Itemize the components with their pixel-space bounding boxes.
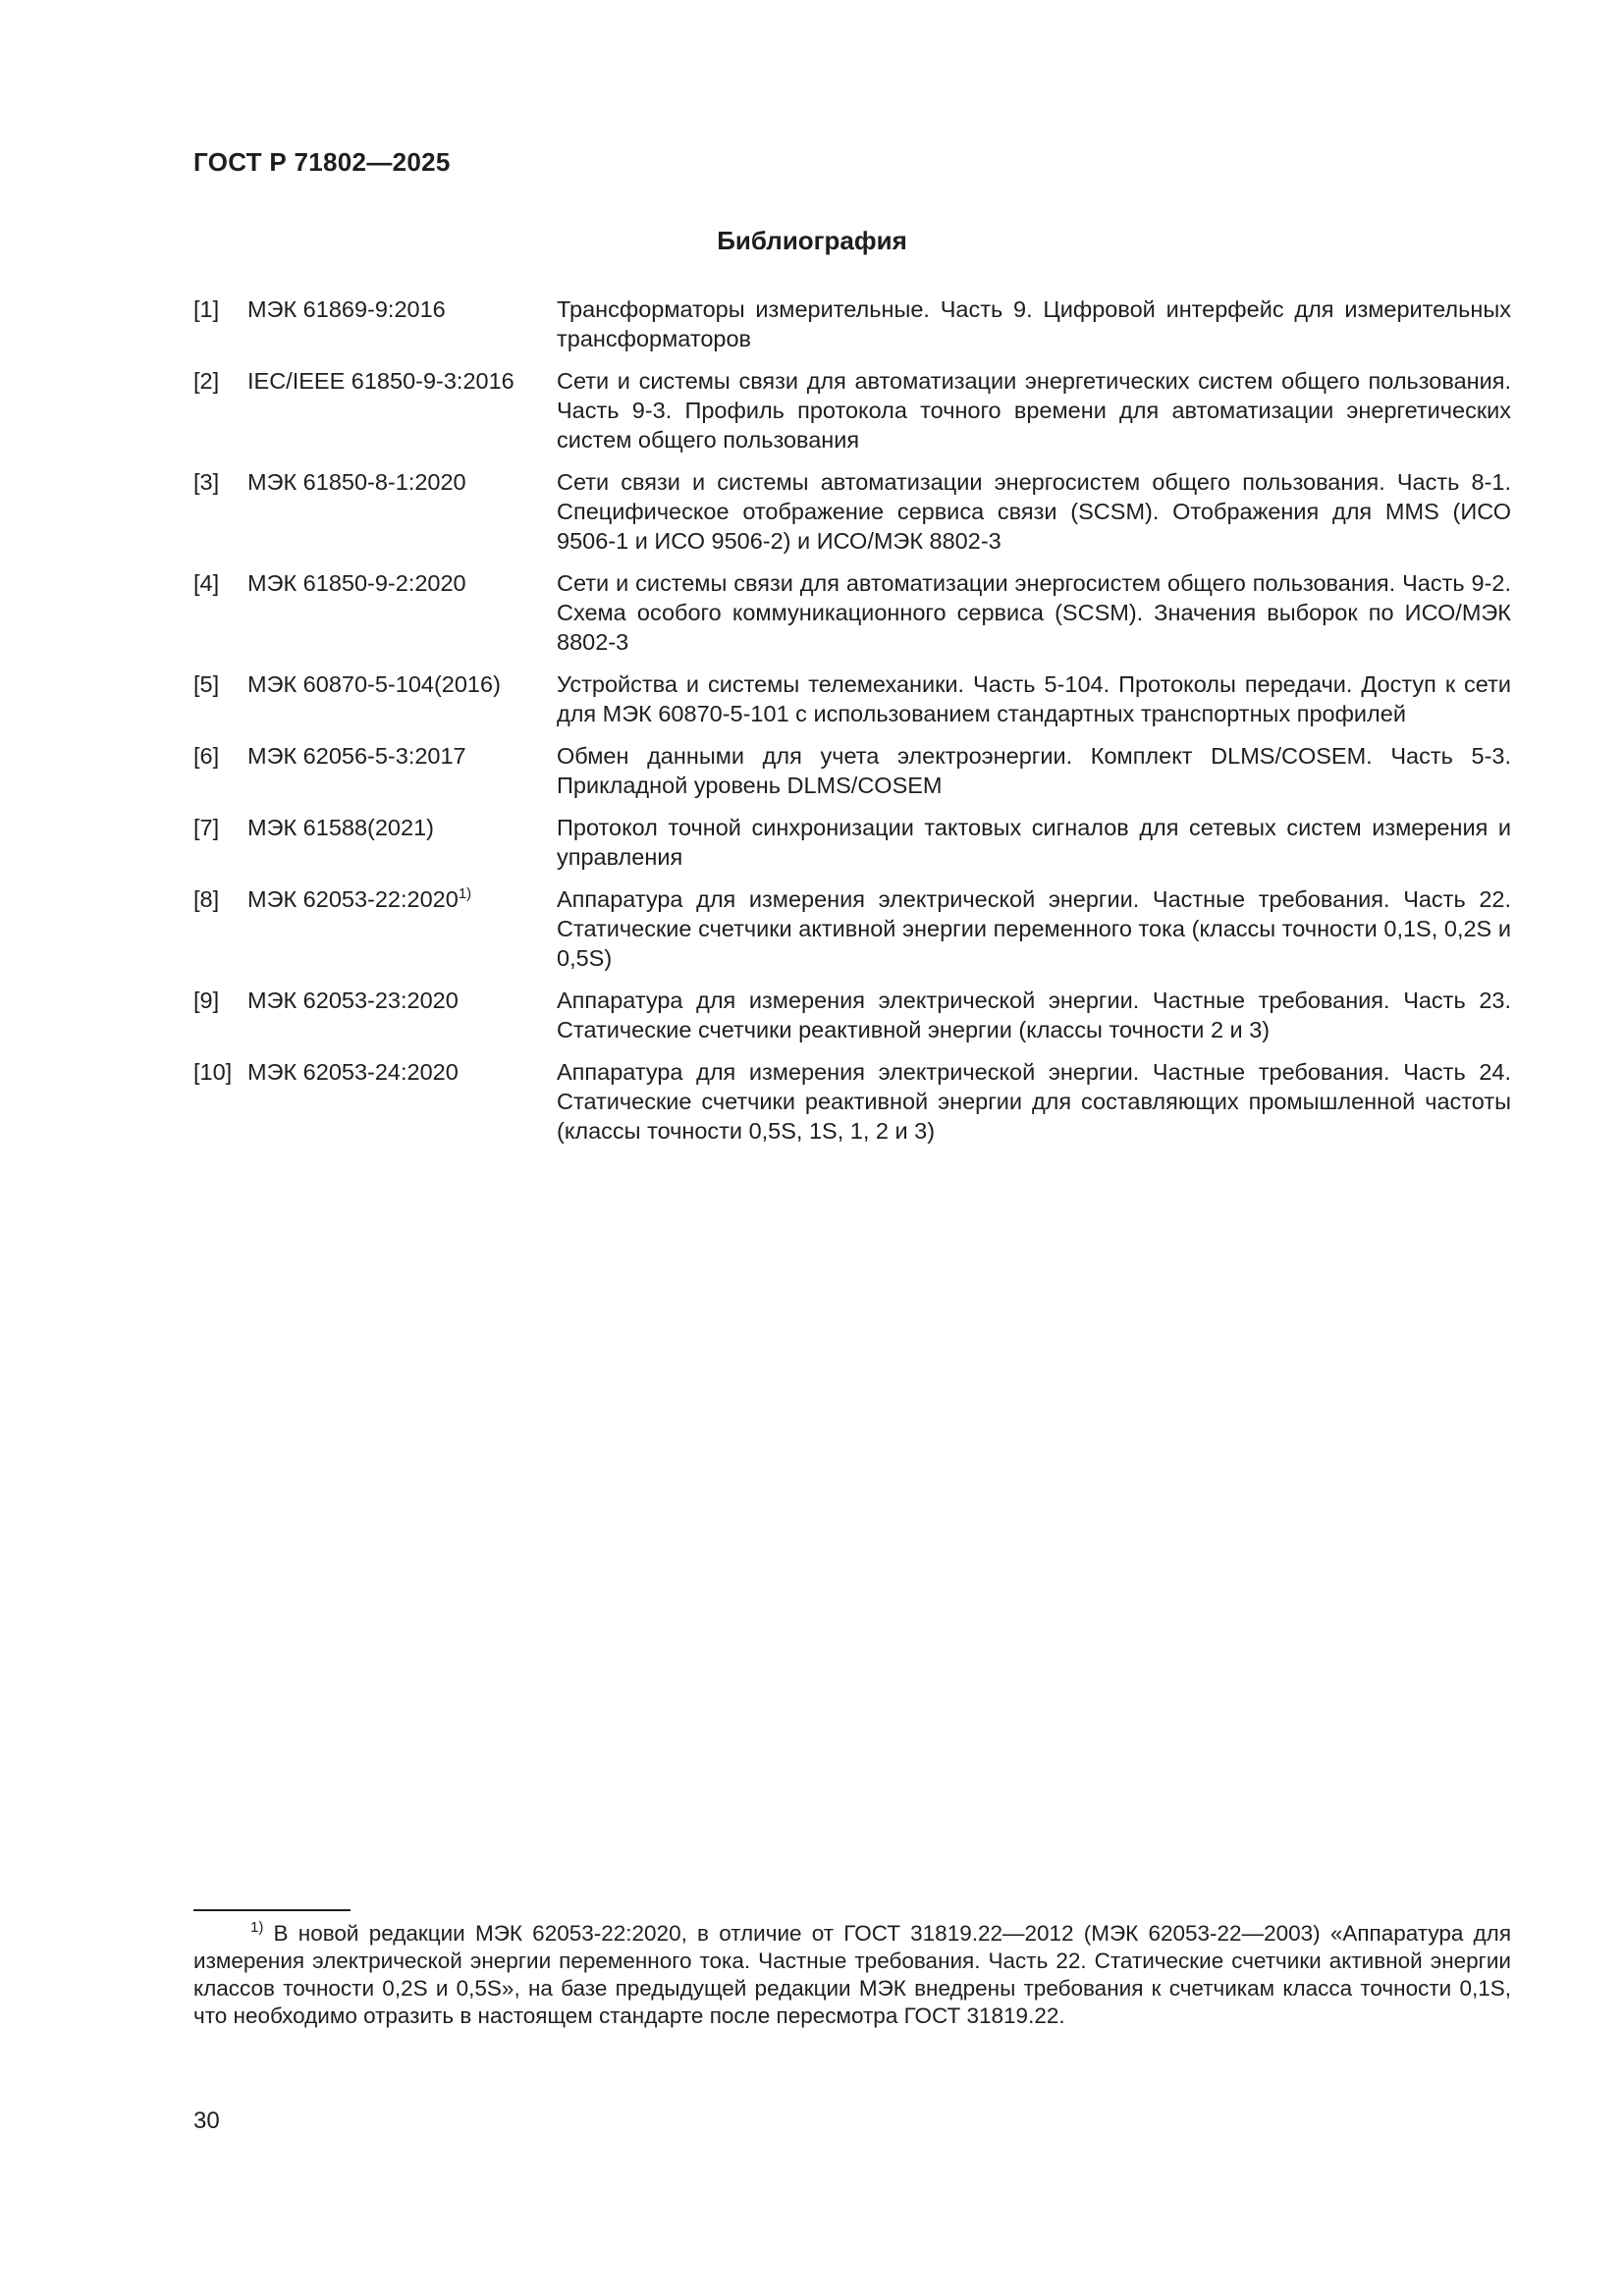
entry-description: Аппаратура для измерения электрической энергии. Частные требования. Часть 24. Статические счетчики реактивной энергии для составляющих промышленной частоты (классы точности 0,5S, 1S, 1, 2 и 3) [557,1059,1511,1144]
document-code: ГОСТ Р 71802—2025 [193,147,451,177]
entry-reference [247,741,557,771]
entry-reference [247,669,557,699]
entry-reference-code: МЭК 62053-23:2020 [247,988,459,1013]
entry-reference-code: МЭК 62053-22:2020 [247,886,459,912]
footnote-reference: 1) [458,885,472,902]
entry-description: Протокол точной синхронизации тактовых сигналов для сетевых систем измерения и управления [557,815,1511,870]
entry-reference-code: IEC/IEEE 61850-9-3:2016 [247,368,514,394]
entry-reference-code: МЭК 61850-9-2:2020 [247,570,466,596]
bibliography-entry [193,568,1511,657]
entry-reference-code: МЭК 62056-5-3:2017 [247,743,466,769]
entry-reference [247,294,557,324]
entry-reference-code: МЭК 61869-9:2016 [247,296,446,322]
bibliography-entry [193,294,1511,353]
entry-number: [10] [193,1059,233,1085]
bibliography-entry [193,813,1511,872]
page-number: 30 [193,2108,220,2134]
bibliography-entry [193,366,1511,454]
entry-number: [4] [193,570,220,596]
footnote-divider [193,1909,351,1911]
entry-reference-code: МЭК 61588(2021) [247,815,434,840]
entry-description: Аппаратура для измерения электрической энергии. Частные требования. Часть 22. Статические счетчики активной энергии переменного тока (классы точности 0,1S, 0,2S и 0,5S) [557,886,1511,971]
entry-description: Сети и системы связи для автоматизации энергосистем общего пользования. Часть 9-2. Схема особого коммуникационного сервиса (SCSM). Значения выборок по ИСО/МЭК 8802-3 [557,570,1511,655]
entry-reference [247,884,557,914]
entry-description: Сети связи и системы автоматизации энергосистем общего пользования. Часть 8-1. Специфическое отображение сервиса связи (SCSM). Отображения для MMS (ИСО 9506-1 и ИСО 9506-2) и ИСО/МЭК 8802-3 [557,469,1511,554]
entry-number: [2] [193,368,220,394]
entry-description: Сети и системы связи для автоматизации энергетических систем общего пользования. Часть 9-3. Профиль протокола точного времени для автоматизации энергетических систем общего пользования [557,368,1511,453]
bibliography-title: Библиография [717,226,907,255]
entry-reference [247,467,557,497]
footnote-body [193,1920,1511,2030]
entry-reference [247,366,557,396]
entry-description: Обмен данными для учета электроэнергии. Комплект DLMS/COSEM. Часть 5-3. Прикладной уровень DLMS/COSEM [557,743,1511,798]
entry-number: [7] [193,815,220,840]
entry-description: Аппаратура для измерения электрической энергии. Частные требования. Часть 23. Статические счетчики реактивной энергии (классы точности 2 и 3) [557,988,1511,1042]
entry-number: [3] [193,469,220,495]
entry-description: Трансформаторы измерительные. Часть 9. Цифровой интерфейс для измерительных трансформаторов [557,296,1511,351]
entry-reference [247,568,557,598]
entry-description: Устройства и системы телемеханики. Часть 5-104. Протоколы передачи. Доступ к сети для МЭК 60870-5-101 с использованием стандартных транспортных профилей [557,671,1511,726]
bibliography-entry [193,669,1511,728]
entry-reference [247,1057,557,1087]
footnote [193,1920,1511,2030]
entry-number: [5] [193,671,220,697]
footnote-text: В новой редакции МЭК 62053-22:2020, в отличие от ГОСТ 31819.22—2012 (МЭК 62053-22—2003) «Аппаратура для измерения электрической энергии переменного тока. Частные требования. Часть 22. Статические счетчики активной энергии классов точности 0,2S и 0,5S», на базе предыдущей редакции МЭК внедрены требования к счетчикам класса точности 0,1S, что необходимо отразить в настоящем стандарте после пересмотра ГОСТ 31819.22. [193,1921,1511,2028]
entry-number: [1] [193,296,220,322]
entry-number: [6] [193,743,220,769]
entry-number: [8] [193,886,220,912]
entry-reference [247,813,557,842]
bibliography-entry [193,741,1511,800]
entry-reference-code: МЭК 62053-24:2020 [247,1059,459,1085]
entry-reference-code: МЭК 61850-8-1:2020 [247,469,466,495]
footnote-marker: 1) [250,1919,264,1936]
bibliography-entry [193,1057,1511,1146]
entry-reference [247,986,557,1015]
bibliography-entry [193,884,1511,973]
bibliography-list [193,294,1511,1158]
bibliography-entry [193,986,1511,1044]
bibliography-entry [193,467,1511,556]
entry-reference-code: МЭК 60870-5-104(2016) [247,671,501,697]
entry-number: [9] [193,988,220,1013]
